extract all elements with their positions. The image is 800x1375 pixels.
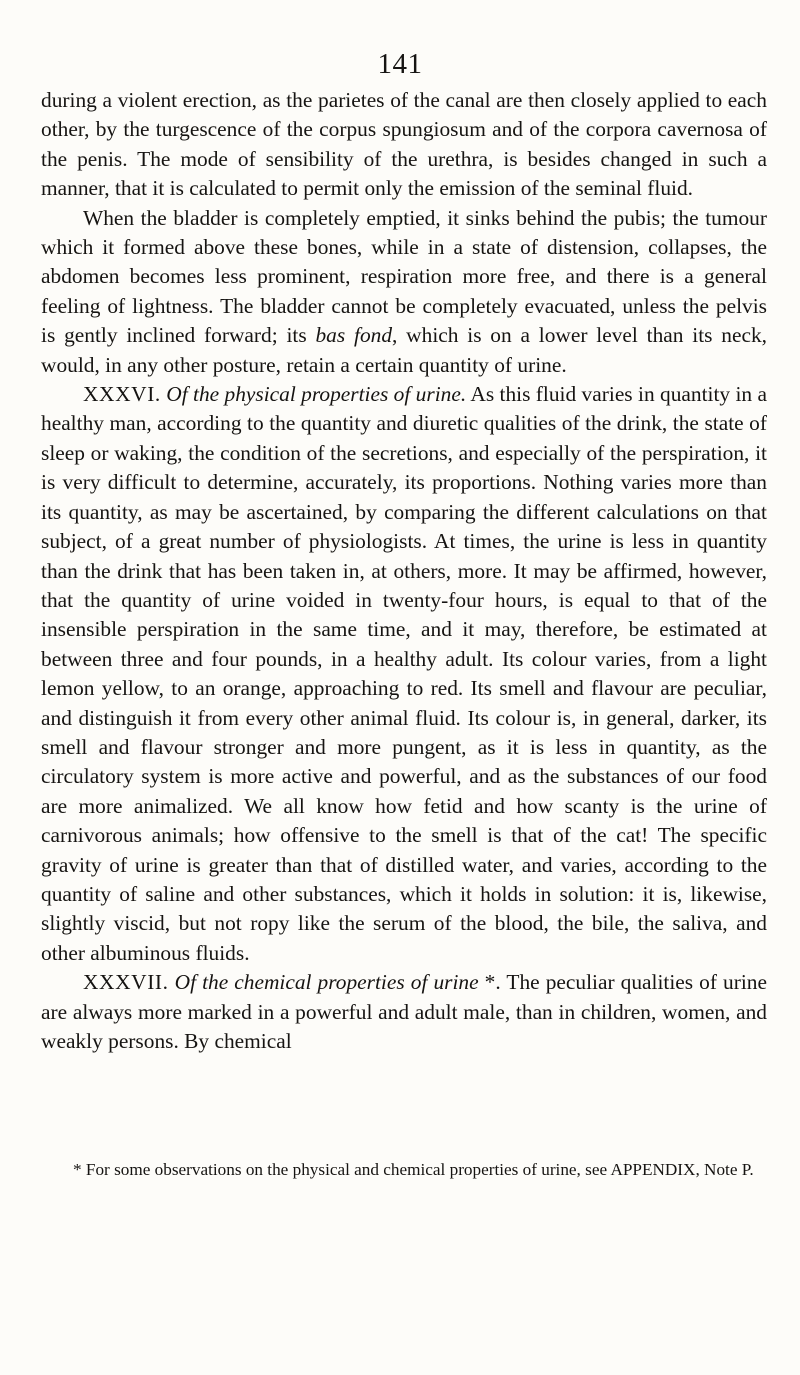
footnote-asterisk: *	[73, 1160, 82, 1179]
body-text	[41, 86, 767, 1056]
section-xxxvii-heading: Of the chemical properties of urine	[174, 970, 479, 995]
footnote-reference-marker: *.	[478, 970, 501, 995]
italic-term-bas-fond: bas fond	[315, 323, 393, 348]
paragraph-bladder	[41, 204, 767, 380]
section-xxxvii-number: XXXVII.	[83, 970, 169, 995]
section-xxxvii	[41, 968, 767, 1056]
paragraph-bladder-text: When the bladder is completely emptied, it sinks behind the pubis; the tumour which it formed above these bones, while in a state of distension, collapses, the abdomen becomes less prominent, respiration more free, and there is a general feeling of lightness. The bladder cannot be completely evacuated, unless the pelvis is gently inclined forward; its	[41, 205, 767, 348]
section-xxxvi-body: As this fluid varies in quantity in a healthy man, according to the quantity and diuretic qualities of the drink, the state of sleep or waking, the condition of the secretions, and especially of the perspiration, it is very difficult to determine, accurately, its proportions. Nothing varies more than its quantity, as may be ascertained, by comparing the different calculations on that subject, of a great number of physiologists. At times, the urine is less in quantity than the drink that has been taken in, at others, more. It may be affirmed, however, that the quantity of urine voided in twenty-four hours, is equal to that of the insensible perspiration in the same time, and it may, therefore, be estimated at between three and four pounds, in a healthy adult. Its colour varies, from a light lemon yellow, to an orange, approaching to red. Its smell and flavour are peculiar, and distinguish it from every other animal fluid. Its colour is, in general, darker, its smell and flavour stronger and more pungent, as it is less in quantity, as the circulatory system is more active and powerful, and as the substances of our food are more animalized. We all know how fetid and how scanty is the urine of carnivorous animals; how offensive to the smell is that of the cat! The specific gravity of urine is greater than that of distilled water, and varies, according to the quantity of saline and other substances, which it holds in solution: it is, likewise, slightly viscid, but not ropy like the serum of the blood, the bile, the saliva, and other albuminous fluids.	[41, 382, 767, 965]
section-xxxvi-heading: Of the physical properties of urine.	[166, 382, 467, 407]
footnote-line	[41, 1158, 767, 1182]
section-xxxvi-number: XXXVI.	[83, 382, 161, 407]
section-xxxvii-body: The peculiar qualities of urine are always more marked in a powerful and adult male, than in children, women, and weakly persons. By chemical	[41, 970, 767, 1053]
section-xxxvi	[41, 380, 767, 968]
footnote-text: For some observations on the physical and chemical properties of urine, see	[81, 1160, 611, 1179]
footnote	[41, 1158, 767, 1182]
page-number: 141	[377, 48, 423, 80]
paragraph-bladder-rest: , which is on a lower level than its neck, would, in any other posture, retain a certain quantity of urine.	[41, 323, 768, 377]
paragraph-continuation: during a violent erection, as the parietes of the canal are then closely applied to each other, by the turgescence of the corpus spungiosum and of the corpora cavernosa of the penis. The mode of sensibility of the urethra, is besides changed in such a manner, that it is calculated to permit only the emission of the seminal fluid.	[41, 88, 767, 201]
footnote-appendix-reference: APPENDIX, Note P.	[610, 1160, 754, 1179]
